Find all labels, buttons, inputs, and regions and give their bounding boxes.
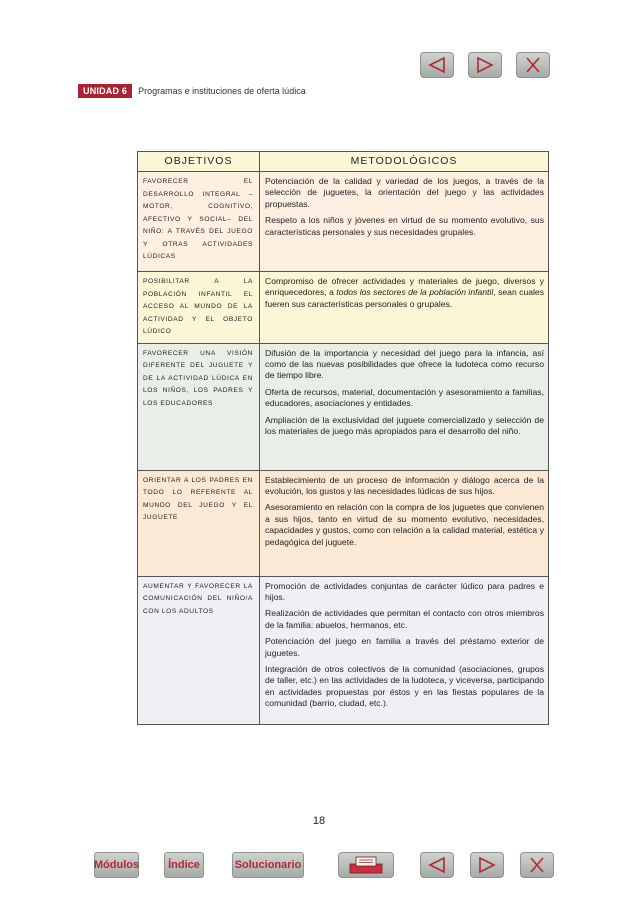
table-row [138, 172, 549, 272]
unit-title: Programas e instituciones de oferta lúdica [138, 86, 306, 96]
next-page-button[interactable] [470, 852, 504, 878]
metodologico-paragraph: Ampliación de la exclusividad del juguete comercializado y selección de los materiales de juego más apropiados para el desarrollo del niño. [265, 414, 544, 436]
close-button[interactable] [516, 52, 550, 78]
modulos-button[interactable]: Módulos [94, 852, 139, 878]
metodologico-paragraph: Difusión de la importancia y necesidad del juego para la infancia, así como de las nuevas posibilidades que ofrece la ludoteca como recurso de tiempo libre. [265, 347, 544, 381]
metodologico-text: , sean cuales fueren sus características personales o grupales. [265, 287, 544, 309]
table-row [138, 343, 549, 470]
metodologico-paragraph: Promoción de actividades conjuntas de carácter lúdico para padres e hijos. [265, 580, 544, 602]
previous-page-button[interactable] [420, 52, 454, 78]
objectives-table [137, 151, 549, 725]
metodologico-cell [260, 343, 549, 470]
objetivo-cell: POSIBILITAR A LA POBLACIÓN INFANTIL EL ACCESO AL MUNDO DE LA ACTIVIDAD Y EL OBJETO LÚDICO [138, 272, 260, 344]
top-navigation [420, 52, 550, 78]
table-row [138, 470, 549, 576]
objetivo-cell: AUMENTAR Y FAVORECER LA COMUNICACIÓN DEL NIÑO/A CON LOS ADULTOS [138, 576, 260, 724]
metodologico-paragraph: Potenciación del juego en familia a través del préstamo exterior de juguetes. [265, 636, 544, 658]
header-objetivos: OBJETIVOS [138, 152, 260, 172]
table-row [138, 272, 549, 344]
unit-badge: UNIDAD 6 [78, 84, 132, 98]
triangle-left-icon [427, 56, 447, 74]
metodologico-paragraph: Asesoramiento en relación con la compra de los juguetes que convienen a sus hijos, tanto en virtud de su momento evolutivo, necesidades, capacidades y gustos, como con relación a la calidad material, estética y pedagógica del juguete. [265, 502, 544, 547]
metodologico-cell [260, 576, 549, 724]
metodologico-paragraph: Respeto a los niños y jóvenes en virtud de su momento evolutivo, sus características personales y sus necesidades grupales. [265, 215, 544, 237]
metodologico-cell [260, 470, 549, 576]
metodologico-paragraph: Realización de actividades que permitan el contacto con otros miembros de la familia: abuelos, hermanos, etc. [265, 608, 544, 630]
x-close-icon [527, 855, 547, 875]
close-button[interactable] [520, 852, 554, 878]
previous-page-button[interactable] [420, 852, 454, 878]
objetivo-cell: FAVORECER EL DESARROLLO INTEGRAL –MOTOR, COGNITIVO, AFECTIVO Y SOCIAL– DEL NIÑO: A TRAVÉS DEL JUEGO Y OTRAS ACTIVIDADES LÚDICAS [138, 172, 260, 272]
page-number: 18 [312, 815, 326, 827]
indice-button[interactable]: Índice [164, 852, 204, 878]
bottom-navigation [94, 852, 554, 878]
metodologico-paragraph: Establecimiento de un proceso de información y diálogo acerca de la evolución, los gustos y las necesidades lúdicas de sus hijos. [265, 474, 544, 496]
triangle-right-icon [477, 856, 497, 874]
metodologico-emphasis: todos los sectores de la población infantil [336, 287, 494, 298]
document-tray-icon [346, 855, 386, 875]
header-metodologicos: METODOLÓGICOS [260, 152, 549, 172]
metodologico-cell [260, 272, 549, 344]
objetivo-cell: FAVORECER UNA VISIÓN DIFERENTE DEL JUGUETE Y DE LA ACTIVIDAD LÚDICA EN LOS NIÑOS, LOS PADRES Y LOS EDUCADORES [138, 343, 260, 470]
print-button[interactable] [338, 852, 394, 878]
metodologico-paragraph: Oferta de recursos, material, documentación y asesoramiento a familias, educadores, asociaciones y entidades. [265, 386, 544, 409]
next-page-button[interactable] [468, 52, 502, 78]
metodologico-text: Compromiso de ofrecer actividades y materiales de juego, diversos y enriquecedores, a [265, 276, 544, 298]
metodologico-paragraph: Potenciación de la calidad y variedad de los juegos, a través de la selección de juguetes, la orientación del juego y las actividades propuestas. [265, 176, 544, 209]
triangle-left-icon [427, 856, 447, 874]
metodologico-paragraph [265, 276, 544, 310]
triangle-right-icon [475, 56, 495, 74]
x-close-icon [523, 55, 543, 75]
objetivo-cell: ORIENTAR A LOS PADRES EN TODO LO REFERENTE AL MUNDO DEL JUEGO Y EL JUGUETE [138, 470, 260, 576]
metodologico-cell [260, 172, 549, 272]
solucionario-button[interactable]: Solucionario [232, 852, 304, 878]
table-row [138, 576, 549, 724]
metodologico-paragraph: Integración de otros colectivos de la comunidad (asociaciones, grupos de taller, etc.) en las actividades de la ludoteca, y viceversa, participando en actividades propuestas por éstos y en las fiestas populares de la comunidad (barrio, ciudad, etc.). [265, 663, 544, 709]
unit-header [78, 84, 306, 98]
